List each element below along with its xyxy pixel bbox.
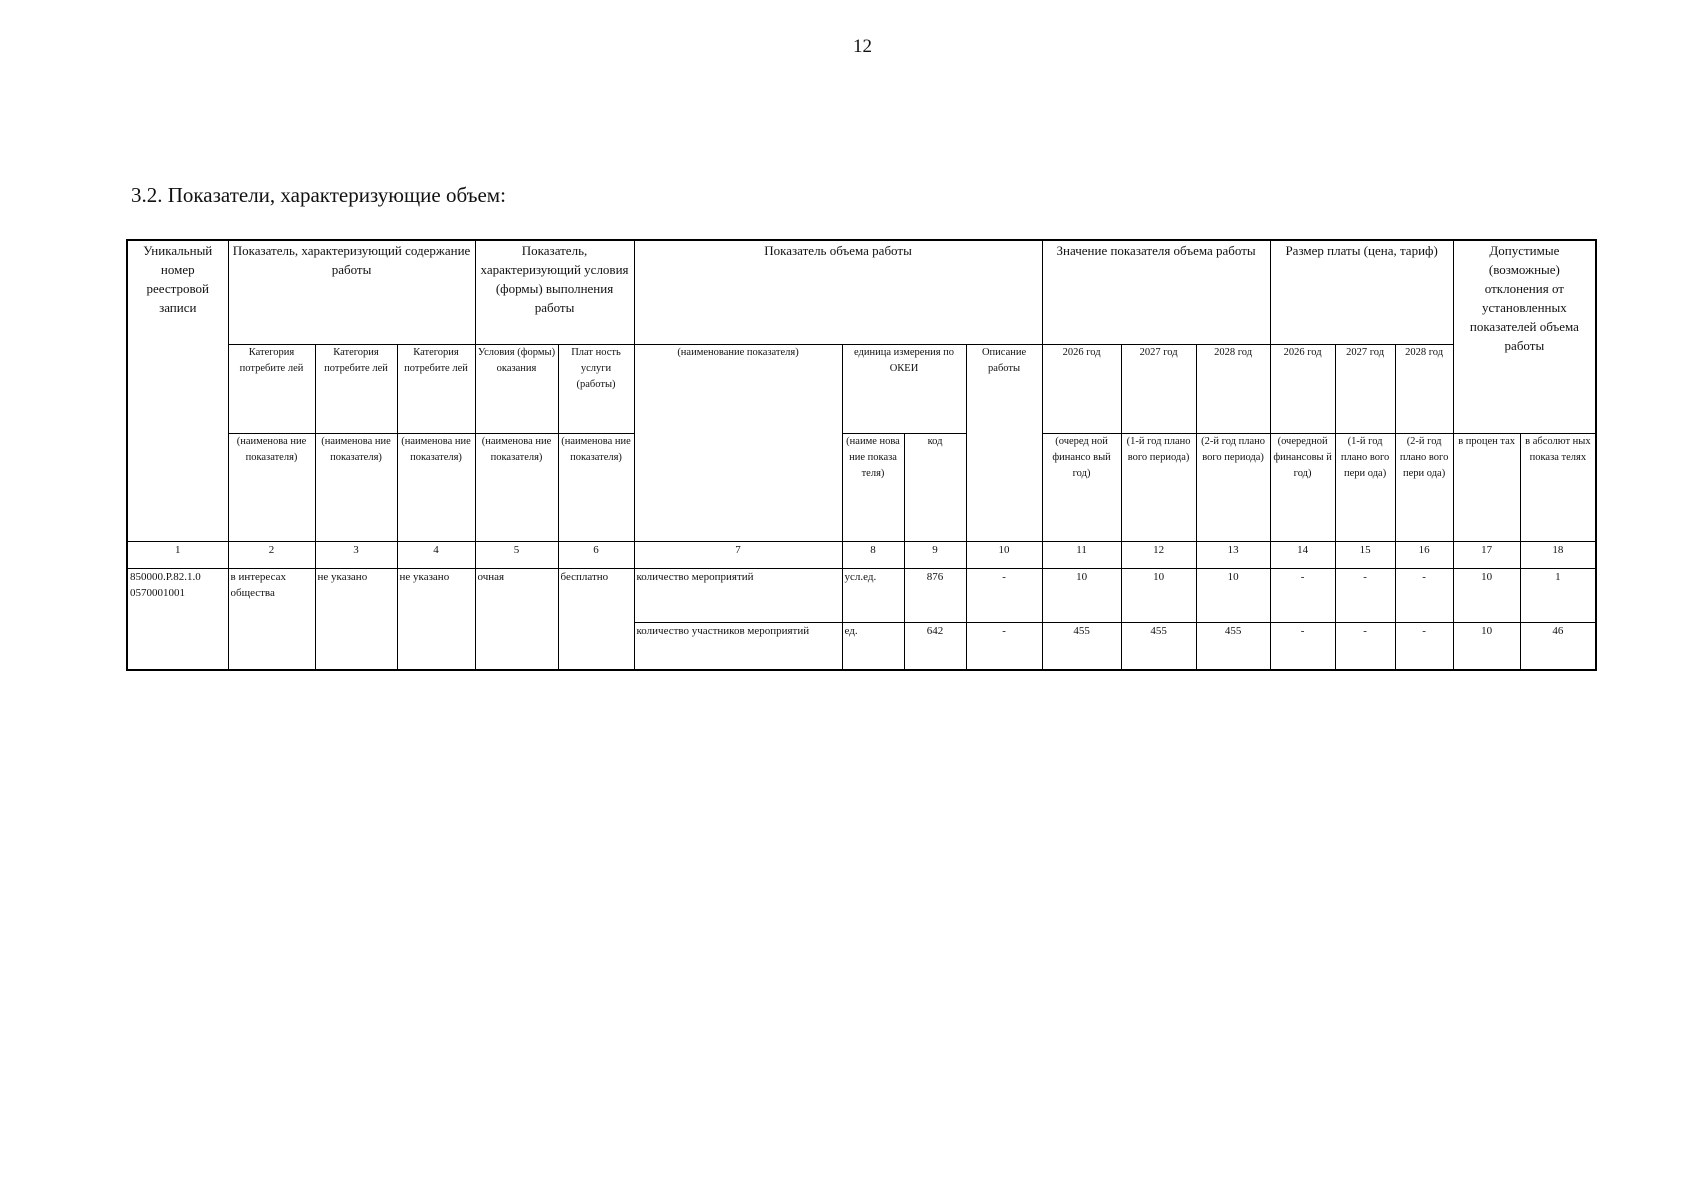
- value-2026-cell: 455: [1042, 622, 1121, 670]
- header-code: код: [904, 433, 966, 541]
- header-fee-size: Размер платы (цена, тариф): [1270, 240, 1453, 344]
- header-row-2: [127, 344, 1596, 433]
- column-number: 17: [1453, 541, 1520, 568]
- indicator-cell: количество участников мероприятий: [634, 622, 842, 670]
- fee-2028-cell: -: [1395, 622, 1453, 670]
- code-cell: 876: [904, 568, 966, 622]
- category-1-cell: в интересах общества: [228, 568, 315, 670]
- header-row-3: [127, 433, 1596, 541]
- header-category-1: Категория потребите лей: [228, 344, 315, 433]
- code-cell: 642: [904, 622, 966, 670]
- payment-cell: бесплатно: [558, 568, 634, 670]
- table-row: [127, 568, 1596, 622]
- fee-2027-cell: -: [1335, 622, 1395, 670]
- column-number: 1: [127, 541, 228, 568]
- header-content-indicator: Показатель, характеризующий содержание работы: [228, 240, 475, 344]
- header-fee-first-plan-year: (1-й год плано вого пери ода): [1335, 433, 1395, 541]
- header-conditions-indicator: Показатель, характеризующий условия (формы) выполнения работы: [475, 240, 634, 344]
- header-category-2: Категория потребите лей: [315, 344, 397, 433]
- column-number-row: [127, 541, 1596, 568]
- column-number: 3: [315, 541, 397, 568]
- header-name-of-indicator-5: (наименова ние показателя): [558, 433, 634, 541]
- header-fee-2027: 2027 год: [1335, 344, 1395, 433]
- header-name-of-indicator-4: (наименова ние показателя): [475, 433, 558, 541]
- fee-2026-cell: -: [1270, 622, 1335, 670]
- column-number: 4: [397, 541, 475, 568]
- header-fee-next-fin-year: (очередной финансовы й год): [1270, 433, 1335, 541]
- column-number: 5: [475, 541, 558, 568]
- fee-2026-cell: -: [1270, 568, 1335, 622]
- form-cell: очная: [475, 568, 558, 670]
- column-number: 9: [904, 541, 966, 568]
- unit-cell: ед.: [842, 622, 904, 670]
- header-next-fin-year: (очеред ной финансо вый год): [1042, 433, 1121, 541]
- fee-2027-cell: -: [1335, 568, 1395, 622]
- column-number: 10: [966, 541, 1042, 568]
- fee-2028-cell: -: [1395, 568, 1453, 622]
- column-number: 6: [558, 541, 634, 568]
- header-value-2027: 2027 год: [1121, 344, 1196, 433]
- header-unit-okei: единица измерения по ОКЕИ: [842, 344, 966, 433]
- header-fee-2026: 2026 год: [1270, 344, 1335, 433]
- description-cell: -: [966, 568, 1042, 622]
- value-2028-cell: 455: [1196, 622, 1270, 670]
- deviation-absolute-cell: 46: [1520, 622, 1596, 670]
- value-2027-cell: 10: [1121, 568, 1196, 622]
- header-indicator-name: (наименование показателя): [634, 344, 842, 541]
- category-2-cell: не указано: [315, 568, 397, 670]
- header-deviation-absolute: в абсолют ных показа телях: [1520, 433, 1596, 541]
- column-number: 16: [1395, 541, 1453, 568]
- header-volume-value: Значение показателя объема работы: [1042, 240, 1270, 344]
- header-second-plan-year: (2-й год плано вого периода): [1196, 433, 1270, 541]
- deviation-percent-cell: 10: [1453, 622, 1520, 670]
- column-number: 12: [1121, 541, 1196, 568]
- value-2026-cell: 10: [1042, 568, 1121, 622]
- deviation-absolute-cell: 1: [1520, 568, 1596, 622]
- header-unit-name: (наиме нова ние показа теля): [842, 433, 904, 541]
- header-fee-2028: 2028 год: [1395, 344, 1453, 433]
- value-2027-cell: 455: [1121, 622, 1196, 670]
- description-cell: -: [966, 622, 1042, 670]
- value-2028-cell: 10: [1196, 568, 1270, 622]
- header-fee-second-plan-year: (2-й год плано вого пери ода): [1395, 433, 1453, 541]
- deviation-percent-cell: 10: [1453, 568, 1520, 622]
- column-number: 7: [634, 541, 842, 568]
- header-row-1: [127, 240, 1596, 344]
- header-volume-indicator: Показатель объема работы: [634, 240, 1042, 344]
- header-unique-number: Уникальный номер реестровой записи: [127, 240, 228, 541]
- column-number: 13: [1196, 541, 1270, 568]
- column-number: 14: [1270, 541, 1335, 568]
- header-conditions-form: Условия (формы) оказания: [475, 344, 558, 433]
- header-first-plan-year: (1-й год плано вого периода): [1121, 433, 1196, 541]
- registry-number-cell: 850000.Р.82.1.0 0570001001: [127, 568, 228, 670]
- header-name-of-indicator-1: (наименова ние показателя): [228, 433, 315, 541]
- column-number: 11: [1042, 541, 1121, 568]
- header-value-2028: 2028 год: [1196, 344, 1270, 433]
- column-number: 8: [842, 541, 904, 568]
- volume-indicators-table: [126, 239, 1597, 671]
- header-name-of-indicator-2: (наименова ние показателя): [315, 433, 397, 541]
- category-3-cell: не указано: [397, 568, 475, 670]
- header-category-3: Категория потребите лей: [397, 344, 475, 433]
- header-payment: Плат ность услуги (работы): [558, 344, 634, 433]
- header-deviation-percent: в процен тах: [1453, 433, 1520, 541]
- section-title: 3.2. Показатели, характеризующие объем:: [131, 183, 506, 207]
- header-name-of-indicator-3: (наименова ние показателя): [397, 433, 475, 541]
- column-number: 2: [228, 541, 315, 568]
- page-number: 12: [853, 36, 872, 57]
- column-number: 18: [1520, 541, 1596, 568]
- header-deviations: Допустимые (возможные) отклонения от установленных показателей объема работы: [1453, 240, 1596, 433]
- column-number: 15: [1335, 541, 1395, 568]
- header-work-description: Описание работы: [966, 344, 1042, 541]
- indicator-cell: количество мероприятий: [634, 568, 842, 622]
- header-value-2026: 2026 год: [1042, 344, 1121, 433]
- unit-cell: усл.ед.: [842, 568, 904, 622]
